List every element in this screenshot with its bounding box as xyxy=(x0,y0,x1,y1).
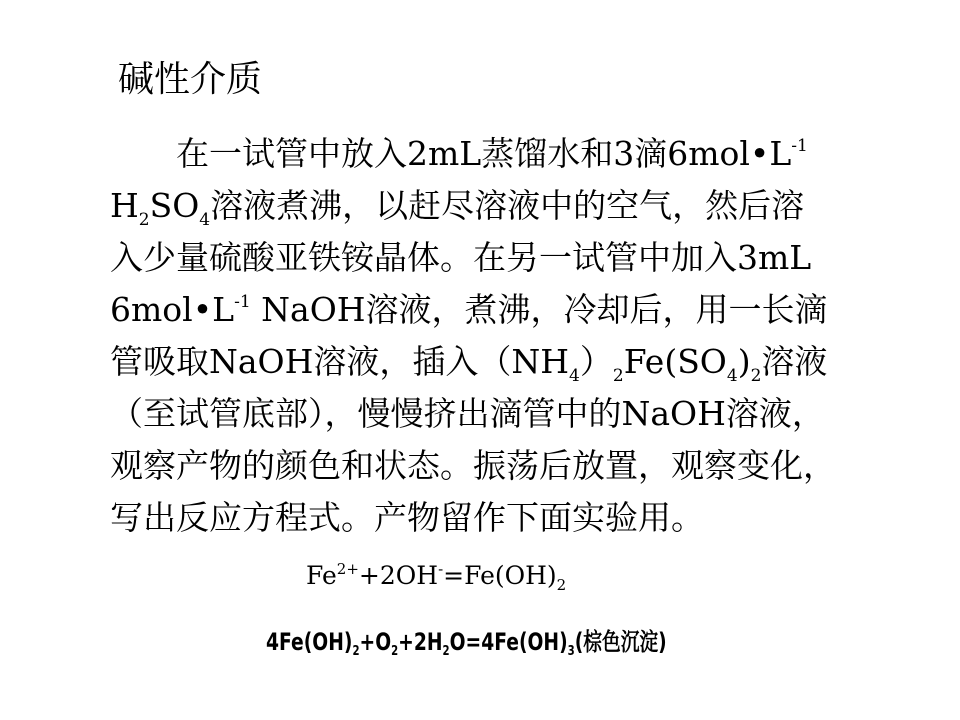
subscript: 2 xyxy=(750,366,762,386)
text-segment: +2H xyxy=(398,628,443,656)
text-segment: Fe xyxy=(306,561,337,590)
subscript: 2 xyxy=(391,644,399,659)
text-segment: (棕色沉淀) xyxy=(574,628,667,656)
subscript: 2 xyxy=(352,644,360,659)
paragraph-line-3: 入少量硫酸亚铁铵晶体。在另一试管中加入3mL xyxy=(110,238,812,277)
equation-oxidation xyxy=(266,622,667,662)
paragraph-line-5 xyxy=(110,336,910,388)
paragraph-line-6: （至试管底部），慢慢挤出滴管中的NaOH溶液， xyxy=(110,394,825,433)
text-segment: O=4Fe(OH) xyxy=(449,628,568,656)
text-segment: ） xyxy=(579,342,613,381)
superscript: 2+ xyxy=(336,560,359,578)
text-segment: 4Fe(OH) xyxy=(266,628,353,656)
superscript: -1 xyxy=(791,136,808,156)
subscript: 2 xyxy=(556,576,567,594)
text-segment: 溶液煮沸，以赶尽溶液中的空气，然后溶 xyxy=(210,186,805,225)
paragraph-line-7: 观察产物的颜色和状态。振荡后放置，观察变化， xyxy=(110,446,836,485)
text-segment: ) xyxy=(737,342,751,381)
equation-ferrous-hydroxide xyxy=(306,558,566,594)
slide-title: 碱性介质 xyxy=(118,59,263,100)
text-segment: +2OH xyxy=(358,561,439,590)
text-segment: 6mol•L xyxy=(110,290,235,329)
subscript: 4 xyxy=(569,366,580,386)
procedure-paragraph xyxy=(110,128,910,544)
text-segment: 在一试管中放入2mL蒸馏水和3滴6mol•L xyxy=(176,134,792,173)
subscript: 2 xyxy=(612,366,624,386)
paragraph-line-2 xyxy=(110,180,910,232)
text-segment: +O xyxy=(359,628,392,656)
subscript: 2 xyxy=(138,210,150,230)
text-segment: =Fe(OH) xyxy=(443,561,557,590)
paragraph-line-4 xyxy=(110,284,910,336)
superscript: - xyxy=(438,560,444,578)
paragraph-line-1 xyxy=(110,128,910,180)
text-segment: SO xyxy=(149,186,200,225)
paragraph-line-8: 写出反应方程式。产物留作下面实验用。 xyxy=(110,498,704,537)
subscript: 4 xyxy=(199,210,211,230)
text-segment: NaOH溶液，煮沸，冷却后，用一长滴 xyxy=(250,290,828,329)
text-segment: 管吸取NaOH溶液，插入（NH xyxy=(110,342,570,381)
text-segment: 溶液 xyxy=(761,342,828,381)
subscript: 3 xyxy=(567,644,575,659)
superscript: -1 xyxy=(234,292,251,312)
text-segment: H xyxy=(110,186,139,225)
subscript: 4 xyxy=(726,366,738,386)
text-segment: Fe(SO xyxy=(623,342,727,381)
subscript: 2 xyxy=(442,644,450,659)
